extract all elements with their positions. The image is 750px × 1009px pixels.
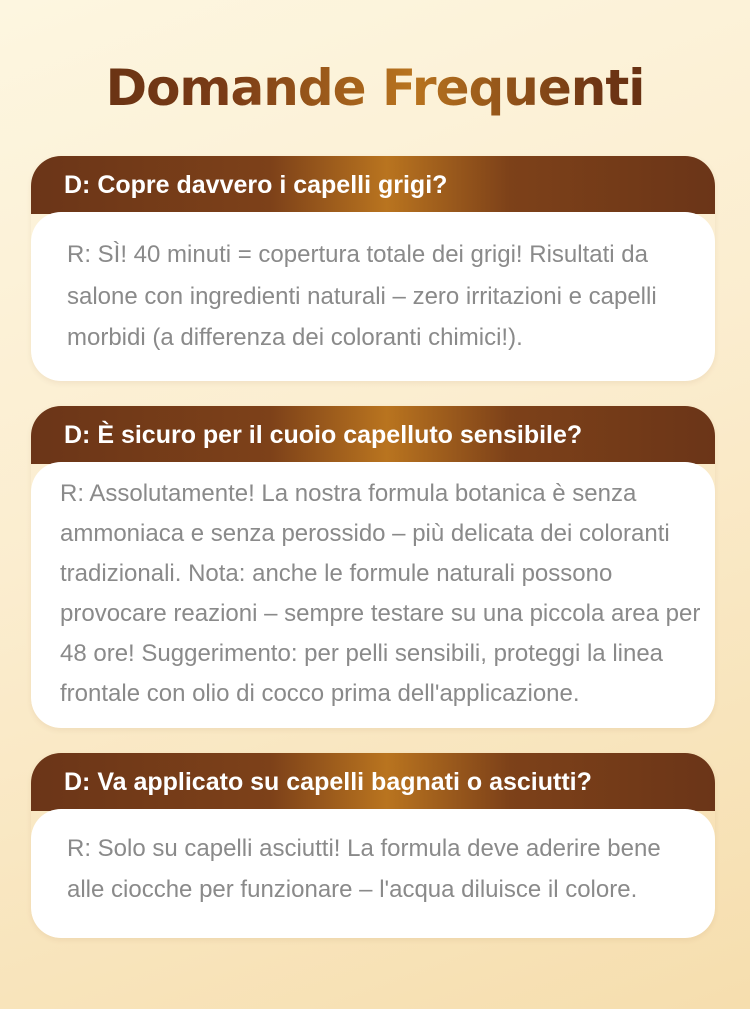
faq-answer-panel: [31, 809, 715, 938]
faq-question-header[interactable]: [31, 753, 715, 811]
faq-item-sensitive-scalp: [31, 406, 715, 728]
faq-answer: R: SÌ! 40 minuti = copertura totale dei grigi! Risultati da salone con ingredienti naturali – zero irritazioni e capelli morbidi (a differenza dei coloranti chimici!).: [67, 241, 657, 351]
faq-question: D: Va applicato su capelli bagnati o asciutti?: [64, 768, 592, 796]
faq-answer: R: Solo su capelli asciutti! La formula deve aderire bene alle ciocche per funzionare – l'acqua diluisce il colore.: [67, 835, 661, 903]
page-title: Domande Frequenti: [0, 52, 750, 124]
faq-question: D: È sicuro per il cuoio capelluto sensibile?: [64, 421, 583, 449]
faq-answer-panel: [31, 212, 715, 381]
faq-answer: R: Assolutamente! La nostra formula botanica è senza ammoniaca e senza perossido – più delicata dei coloranti tradizionali. Nota: anche le formule naturali possono provocare reazioni – sempre testare su una piccola area per 48 ore! Suggerimento: per pelli sensibili, proteggi la linea frontale con olio di cocco prima dell'applicazione.: [60, 480, 701, 707]
faq-question: D: Copre davvero i capelli grigi?: [64, 171, 448, 199]
faq-item-wet-or-dry: [31, 753, 715, 938]
faq-item-gray-coverage: [31, 156, 715, 381]
faq-question-header[interactable]: [31, 156, 715, 214]
faq-answer-panel: [31, 462, 715, 728]
faq-question-header[interactable]: [31, 406, 715, 464]
